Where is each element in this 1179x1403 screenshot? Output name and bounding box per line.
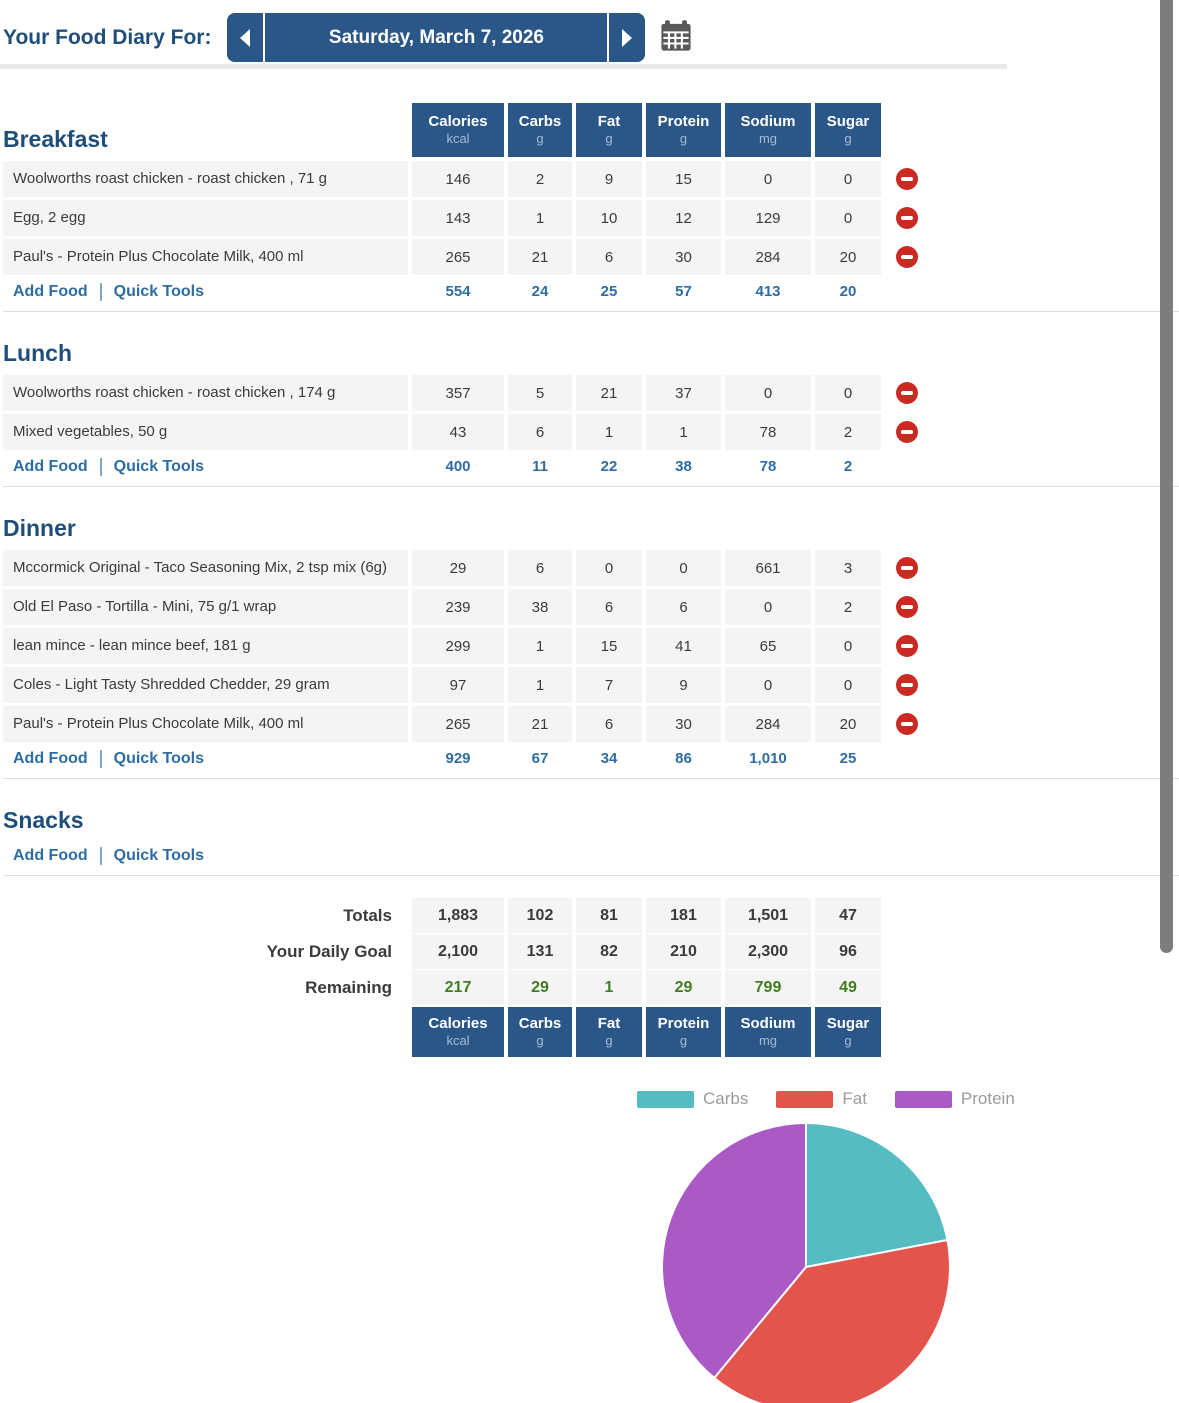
column-header-unit: g [844,131,852,147]
column-header-label: Sugar [826,112,870,130]
column-header-label: Protein [657,112,710,130]
nutrient-value: 30 [646,239,721,275]
nutrient-value: 299 [412,628,504,664]
chevron-left-icon [240,29,250,47]
meal-total-value: 2 [843,458,853,475]
nutrient-value: 0 [576,550,642,586]
nutrient-value: 21 [508,706,572,742]
nutrient-value: 1 [576,414,642,450]
quick-tools-link[interactable]: Quick Tools [113,282,205,300]
meal-title: Breakfast [3,126,108,152]
meals-container [0,103,1179,876]
nutrient-value: 6 [508,414,572,450]
column-header-label: Sodium [740,1014,796,1032]
nutrient-value: 21 [576,375,642,411]
column-header [412,103,504,157]
summary-value: 29 [508,970,572,1005]
meal-total-value: 554 [445,283,471,300]
delete-cell [885,200,929,236]
summary-value: 2,100 [412,934,504,969]
minus-icon [901,683,913,687]
food-row [3,550,1179,586]
summary-value: 81 [576,898,642,933]
add-food-link[interactable]: Add Food [13,282,88,300]
food-row [3,628,1179,664]
column-header [576,103,642,157]
column-header [815,103,881,157]
page-title: Your Food Diary For: [3,25,212,49]
nutrient-value: 6 [576,706,642,742]
summary-block [0,898,1179,1005]
legend-label: Protein [960,1089,1015,1108]
legend-swatch [895,1091,952,1108]
nutrient-value: 30 [646,706,721,742]
meal-header-row [3,326,1179,371]
meal-total-value: 20 [839,283,857,300]
macros-pie-chart [660,1121,952,1403]
food-row [3,161,1179,197]
summary-value: 217 [412,970,504,1005]
meal-header-row [3,501,1179,546]
summary-label: Your Daily Goal [266,941,392,961]
meal-total-value: 11 [532,458,548,475]
meal-total-value: 25 [600,283,618,300]
summary-value: 1,501 [725,898,811,933]
column-header-unit: kcal [446,1033,470,1049]
nutrient-value: 0 [815,161,881,197]
meal-total-value: 78 [759,458,777,475]
nutrient-value: 20 [815,706,881,742]
link-divider [100,750,102,768]
nutrient-value: 284 [725,706,811,742]
column-header-label: Carbs [518,112,562,130]
nutrient-value: 0 [815,628,881,664]
delete-cell [885,706,929,742]
delete-cell [885,550,929,586]
food-row [3,414,1179,450]
minus-icon [901,644,913,648]
delete-entry-button[interactable] [896,674,918,696]
food-row [3,200,1179,236]
summary-value: 49 [815,970,881,1005]
legend-label: Fat [842,1089,867,1108]
food-row [3,667,1179,703]
meal-links [3,283,408,301]
nutrient-value: 7 [576,667,642,703]
nutrient-value: 15 [576,628,642,664]
delete-entry-button[interactable] [896,168,918,190]
delete-entry-button[interactable] [896,635,918,657]
column-header-unit: g [605,1033,613,1049]
minus-icon [901,605,913,609]
meal-title: Dinner [3,515,76,541]
nutrient-value: 1 [508,628,572,664]
column-header [508,1007,572,1057]
column-header-unit: g [536,131,544,147]
food-row [3,589,1179,625]
link-divider [100,283,102,301]
add-food-link[interactable]: Add Food [13,846,88,864]
summary-value: 47 [815,898,881,933]
nutrient-value: 1 [646,414,721,450]
meal-section-breakfast [3,103,1179,312]
delete-cell [885,375,929,411]
delete-cell [885,239,929,275]
summary-value: 181 [646,898,721,933]
meal-total-value: 1,010 [749,750,787,767]
nutrient-value: 0 [646,550,721,586]
column-header-label: Fat [597,112,621,130]
calendar-picker-button[interactable] [659,18,693,58]
summary-value: 96 [815,934,881,969]
nutrient-value: 78 [725,414,811,450]
summary-value: 102 [508,898,572,933]
bottom-column-header [0,1007,1179,1057]
nutrient-value: 129 [725,200,811,236]
diary-header [0,0,1179,62]
delete-cell [885,414,929,450]
column-header-label: Calories [428,112,488,130]
meal-total-value: 24 [531,283,549,300]
quick-tools-link[interactable]: Quick Tools [113,846,205,864]
column-header-label: Fat [597,1014,621,1032]
nutrient-value: 6 [576,239,642,275]
nutrient-value: 239 [412,589,504,625]
legend-item-fat [776,1089,867,1109]
totals-row [3,898,1179,933]
nutrient-value: 65 [725,628,811,664]
meal-total-value: 22 [600,458,618,475]
food-name: Paul's - Protein Plus Chocolate Milk, 400 ml [3,239,408,275]
date-navigation [227,13,645,62]
column-header [646,103,721,157]
delete-cell [885,628,929,664]
nutrient-value: 5 [508,375,572,411]
summary-value: 1 [576,970,642,1005]
meal-total-value: 57 [675,283,692,300]
summary-value: 131 [508,934,572,969]
summary-label: Totals [343,905,392,925]
legend-item-carbs [637,1089,748,1109]
nutrient-value: 29 [412,550,504,586]
nutrient-value: 9 [646,667,721,703]
summary-value: 82 [576,934,642,969]
chevron-right-icon [622,29,632,47]
delete-entry-button[interactable] [896,596,918,618]
nutrient-value: 6 [508,550,572,586]
column-header [725,1007,811,1057]
column-header [725,103,811,157]
nutrient-value: 43 [412,414,504,450]
meal-links [3,847,408,865]
column-header-unit: g [605,131,613,147]
meal-total-value: 400 [445,458,471,475]
meal-footer-row [3,745,1179,779]
food-name: Mixed vegetables, 50 g [3,414,408,450]
delete-entry-button[interactable] [896,382,918,404]
minus-icon [901,430,913,434]
minus-icon [901,216,913,220]
column-header-unit: mg [758,1033,778,1049]
column-header-label: Protein [657,1014,710,1032]
minus-icon [901,391,913,395]
nutrient-value: 97 [412,667,504,703]
meal-section-snacks [3,793,1179,876]
nutrient-value: 265 [412,706,504,742]
delete-entry-button[interactable] [896,207,918,229]
nutrient-value: 0 [725,161,811,197]
column-header [508,103,572,157]
column-header-label: Calories [428,1014,488,1032]
legend-item-protein [895,1089,1015,1109]
current-date-label: Saturday, March 7, 2026 [328,26,544,48]
meal-title: Snacks [3,807,84,833]
column-header-label: Sodium [740,112,796,130]
minus-icon [901,255,913,259]
column-header [815,1007,881,1057]
column-header-unit: g [679,131,688,147]
meal-title: Lunch [3,340,72,366]
summary-value: 1,883 [412,898,504,933]
delete-cell [885,161,929,197]
column-header-unit: kcal [446,131,470,147]
food-row [3,239,1179,275]
meal-total-value: 413 [755,283,781,300]
nutrient-value: 0 [815,200,881,236]
minus-icon [901,566,913,570]
summary-value: 210 [646,934,721,969]
nutrient-value: 661 [725,550,811,586]
nutrient-value: 38 [508,589,572,625]
summary-value: 799 [725,970,811,1005]
food-name: Egg, 2 egg [3,200,408,236]
food-name: Paul's - Protein Plus Chocolate Milk, 400 ml [3,706,408,742]
meal-total-value: 38 [675,458,692,475]
nutrient-value: 15 [646,161,721,197]
nutrient-value: 37 [646,375,721,411]
nutrient-value: 20 [815,239,881,275]
meal-header-row [3,103,1179,157]
summary-label: Remaining [305,977,392,997]
vertical-scrollbar-thumb[interactable] [1160,0,1173,953]
nutrient-value: 1 [508,200,572,236]
nutrient-value: 0 [725,667,811,703]
meal-total-value: 67 [531,750,549,767]
summary-value: 29 [646,970,721,1005]
meal-links [3,750,408,768]
meal-total-value: 34 [600,750,618,767]
meal-section-dinner [3,501,1179,779]
delete-cell [885,589,929,625]
header-divider [0,64,1007,69]
minus-icon [901,177,913,181]
food-name: Woolworths roast chicken - roast chicken , 71 g [3,161,408,197]
column-header [412,1007,504,1057]
meal-footer-row [3,842,1179,876]
food-name: Coles - Light Tasty Shredded Chedder, 29 gram [3,667,408,703]
delete-entry-button[interactable] [896,713,918,735]
column-header [646,1007,721,1057]
nutrient-value: 0 [815,667,881,703]
link-divider [100,847,102,865]
nutrient-value: 2 [508,161,572,197]
quick-tools-link[interactable]: Quick Tools [113,749,205,767]
nutrient-value: 3 [815,550,881,586]
column-header-label: Sugar [826,1014,870,1032]
chart-legend [637,1089,1015,1109]
column-header-label: Carbs [518,1014,562,1032]
quick-tools-link[interactable]: Quick Tools [113,457,205,475]
column-header-unit: mg [758,131,778,147]
nutrient-value: 0 [725,589,811,625]
nutrient-value: 0 [815,375,881,411]
nutrient-value: 284 [725,239,811,275]
meal-total-value: 25 [839,750,857,767]
meal-total-value: 929 [445,750,471,767]
delete-entry-button[interactable] [896,557,918,579]
nutrient-value: 143 [412,200,504,236]
calendar-icon [659,19,693,53]
summary-value: 2,300 [725,934,811,969]
nutrient-value: 2 [815,414,881,450]
prev-day-button[interactable] [227,13,263,62]
nutrient-value: 2 [815,589,881,625]
food-name: Woolworths roast chicken - roast chicken , 174 g [3,375,408,411]
meal-footer-row [3,453,1179,487]
add-food-link[interactable]: Add Food [13,749,88,767]
nutrient-value: 9 [576,161,642,197]
nutrient-value: 357 [412,375,504,411]
next-day-button[interactable] [609,13,645,62]
nutrient-value: 1 [508,667,572,703]
legend-swatch [637,1091,694,1108]
nutrient-value: 0 [725,375,811,411]
add-food-link[interactable]: Add Food [13,457,88,475]
meal-total-value: 86 [675,750,692,767]
legend-swatch [776,1091,833,1108]
nutrient-value: 10 [576,200,642,236]
nutrient-value: 146 [412,161,504,197]
column-header-unit: g [679,1033,688,1049]
macros-chart-area [0,1083,1179,1403]
food-name: lean mince - lean mince beef, 181 g [3,628,408,664]
delete-entry-button[interactable] [896,246,918,268]
nutrient-value: 12 [646,200,721,236]
remaining-row [3,970,1179,1005]
delete-entry-button[interactable] [896,421,918,443]
meal-section-lunch [3,326,1179,487]
food-row [3,375,1179,411]
food-name: Mccormick Original - Taco Seasoning Mix, 2 tsp mix (6g) [3,550,408,586]
column-header [576,1007,642,1057]
nutrient-value: 21 [508,239,572,275]
food-name: Old El Paso - Tortilla - Mini, 75 g/1 wrap [3,589,408,625]
meal-header-row [3,793,1179,838]
column-header-unit: g [536,1033,544,1049]
delete-cell [885,667,929,703]
daily-goal-row [3,934,1179,969]
nutrient-value: 41 [646,628,721,664]
meal-links [3,458,408,476]
nutrient-value: 6 [576,589,642,625]
nutrient-value: 265 [412,239,504,275]
minus-icon [901,722,913,726]
column-header-unit: g [844,1033,852,1049]
nutrient-value: 6 [646,589,721,625]
link-divider [100,458,102,476]
food-row [3,706,1179,742]
legend-label: Carbs [703,1089,749,1108]
meal-footer-row [3,278,1179,312]
